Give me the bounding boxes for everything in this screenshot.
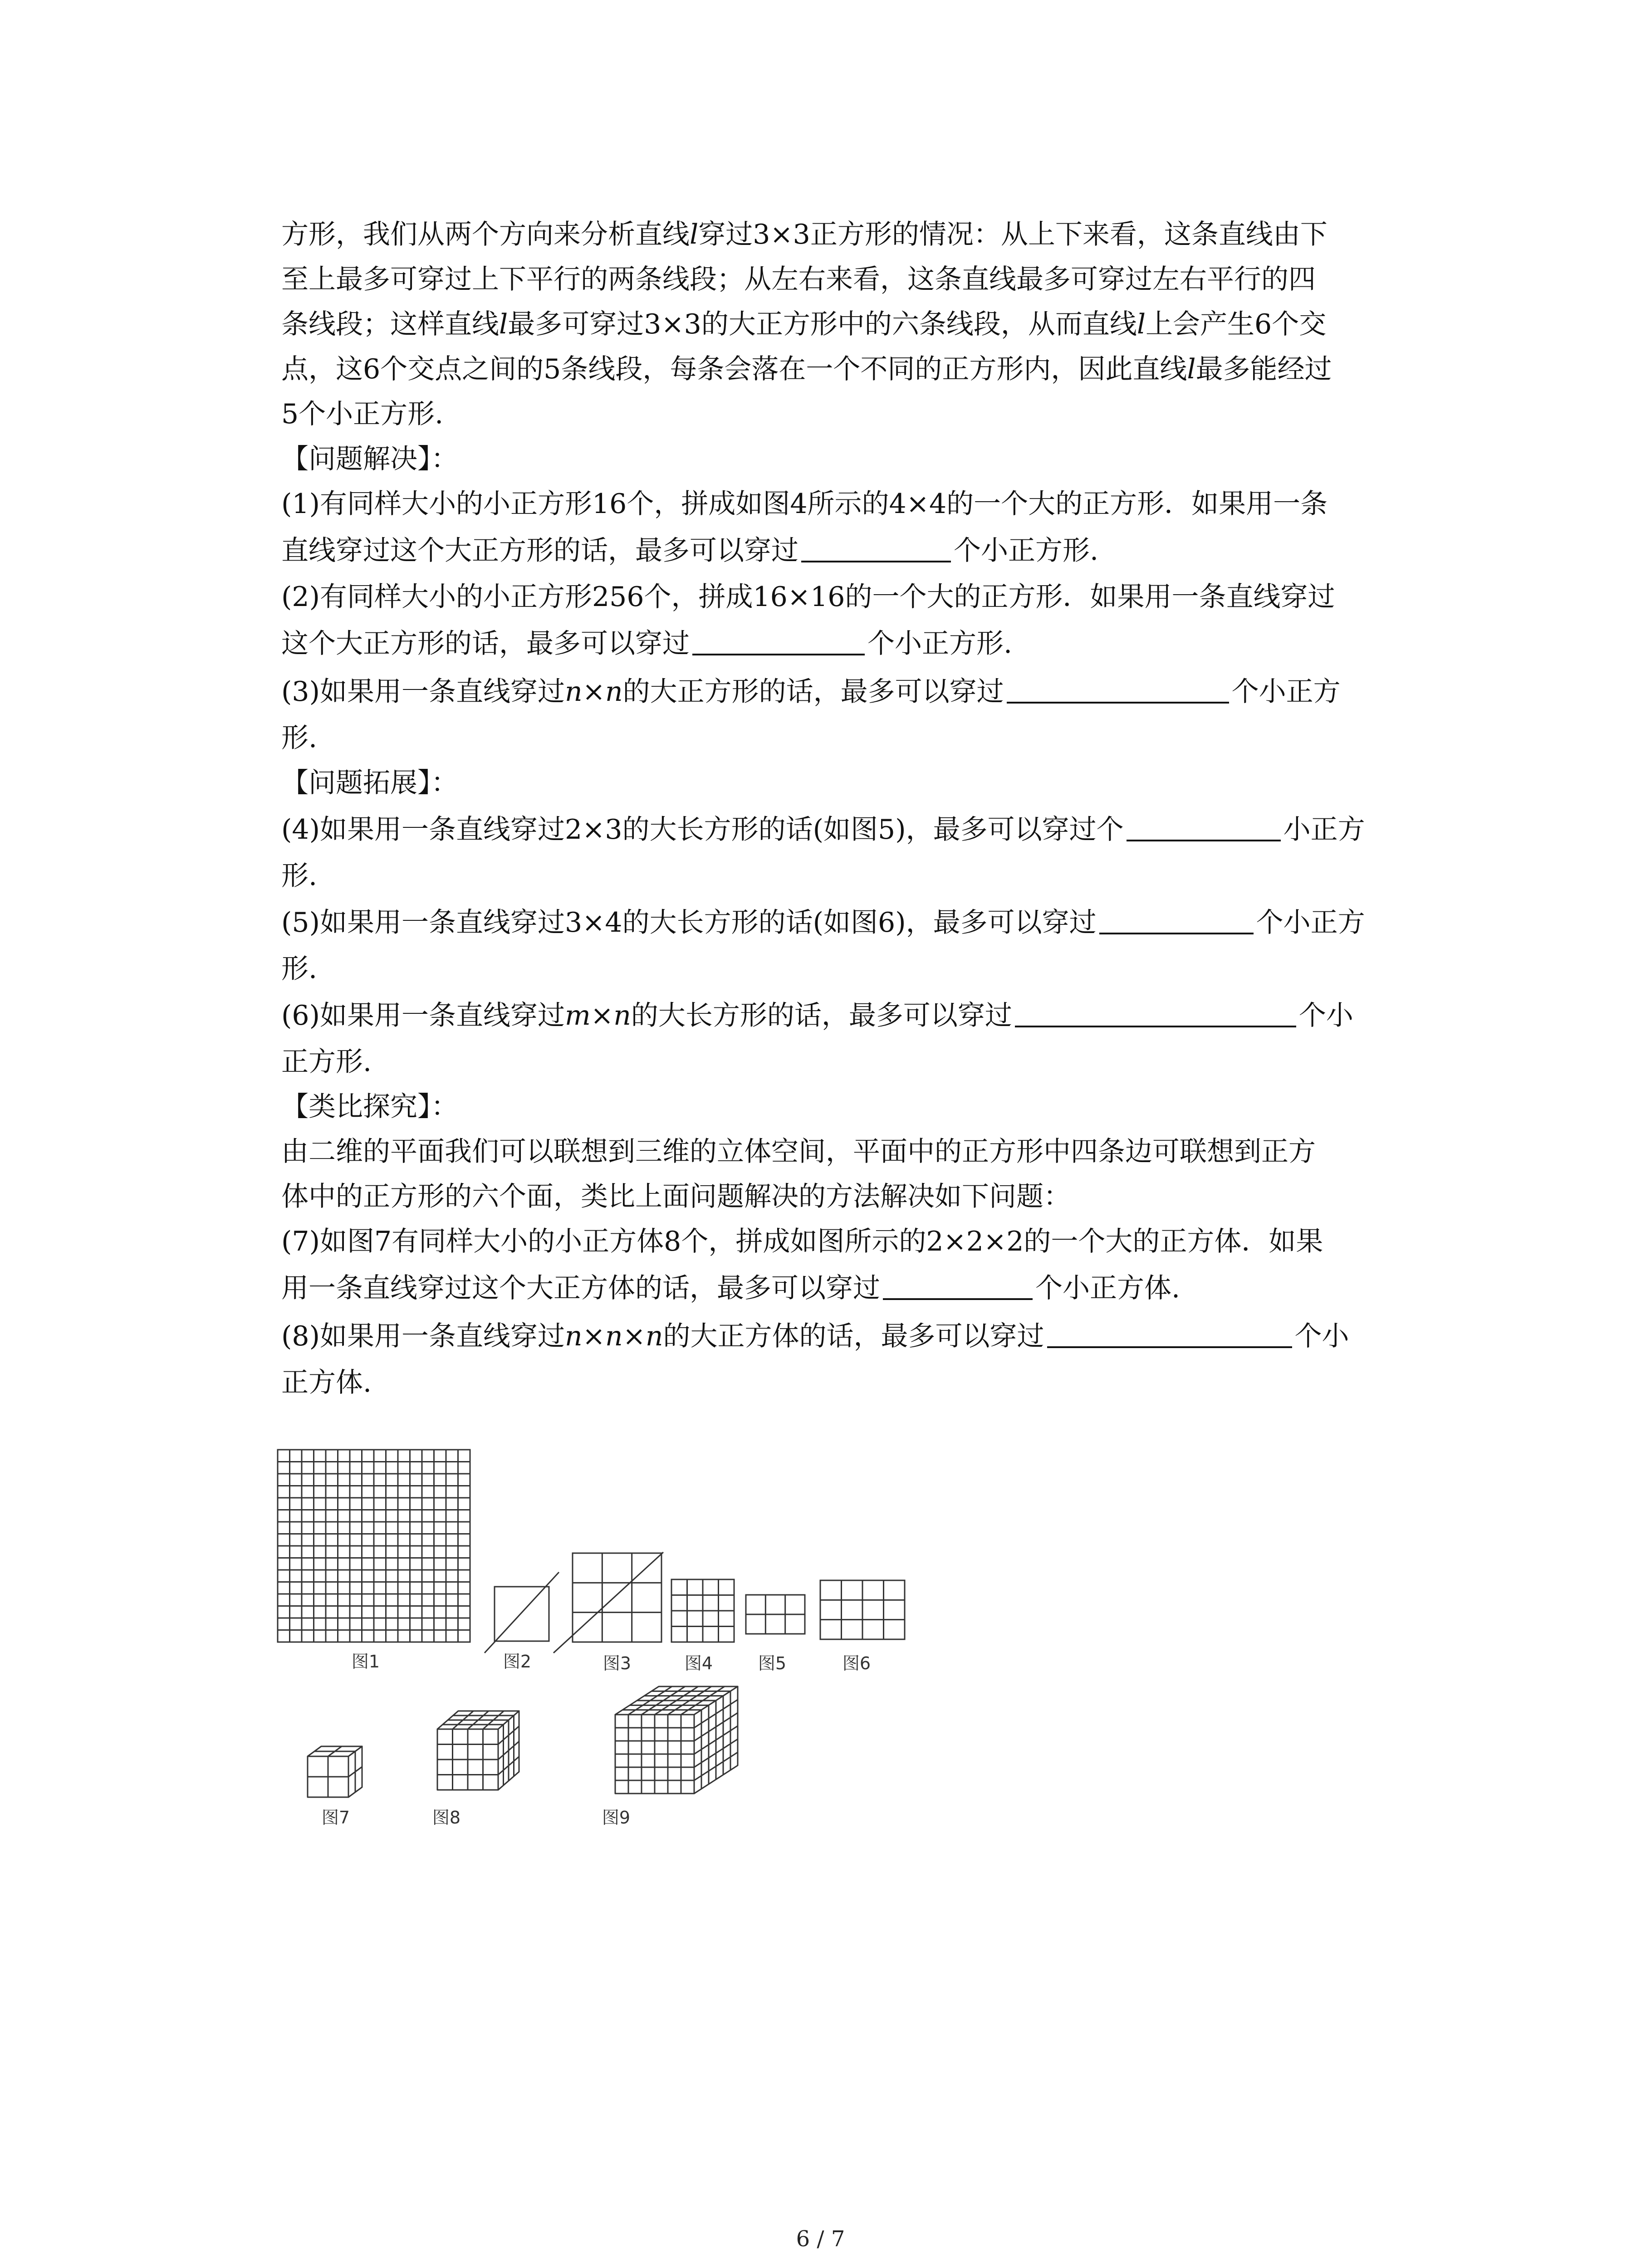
text-run: 个小 (1298, 1000, 1353, 1031)
figure-5-caption: 图5 (758, 1653, 787, 1673)
math-variable: n (565, 676, 583, 708)
text-run: × (582, 676, 605, 708)
figure-6-grid (820, 1580, 905, 1639)
text-run: (2)有同样大小的小正方形256个，拼成16×16的一个大的正方形．如果用一条直线穿过 (281, 581, 1335, 613)
text-run: 体中的正方形的六个面，类比上面问题解决的方法解决如下问题： (281, 1181, 1071, 1212)
figure-7-caption: 图7 (321, 1808, 350, 1828)
text-run: 点，这6个交点之间的5条线段，每条会落在一个不同的正方形内，因此直线 (281, 353, 1187, 385)
text-run: 条线段；这样直线 (281, 308, 499, 340)
text-run: 个小 (1294, 1320, 1349, 1352)
figure-9-caption: 图9 (602, 1808, 631, 1828)
text-run: 直线穿过这个大正方形的话，最多可以穿过 (281, 535, 798, 567)
figure-8-caption: 图8 (432, 1808, 461, 1828)
figure-4-caption: 图4 (684, 1653, 713, 1673)
text-run: 的大长方形的话，最多可以穿过 (631, 1000, 1012, 1031)
text-run: 上会产生6个交 (1146, 308, 1327, 340)
text-run: (1)有同样大小的小正方形16个，拼成如图4所示的4×4的一个大的正方形．如果用一条 (281, 488, 1328, 520)
text-run: (4)如果用一条直线穿过2×3的大长方形的话(如图5)，最多可以穿过个 (281, 814, 1124, 846)
math-variable: l (499, 308, 508, 340)
figure-6-caption: 图6 (842, 1653, 871, 1673)
text-run: 正方体. (281, 1367, 372, 1398)
math-variable: l (690, 219, 699, 250)
text-run: (3)如果用一条直线穿过 (281, 676, 565, 708)
text-run: × (622, 1320, 646, 1352)
figure-8-cube (437, 1711, 519, 1790)
math-variable: l (1136, 308, 1146, 340)
text-run: 形. (281, 860, 318, 892)
text-run: 这个大正方形的话，最多可以穿过 (281, 628, 690, 660)
text-run: 个小正方 (1231, 676, 1341, 708)
text-run: (7)如图7有同样大小的小正方体8个，拼成如图所示的2×2×2的一个大的正方体．如果 (281, 1226, 1323, 1257)
text-run: 最多能经过 (1195, 353, 1332, 385)
text-run: 由二维的平面我们可以联想到三维的立体空间，平面中的正方形中四条边可联想到正方 (281, 1136, 1316, 1168)
text-run: 正方形. (281, 1046, 372, 1078)
text-run: 方形，我们从两个方向来分析直线 (281, 219, 690, 250)
text-run: 形. (281, 722, 318, 754)
text-run: 用一条直线穿过这个大正方体的话，最多可以穿过 (281, 1272, 880, 1304)
text-run: 的大正方体的话，最多可以穿过 (663, 1320, 1044, 1352)
math-variable: m (565, 1000, 591, 1031)
figure-9-cube (615, 1686, 738, 1794)
text-run: 个小正方形. (867, 628, 1013, 660)
text-run: 最多可穿过3×3的大正方形中的六条线段，从而直线 (508, 308, 1137, 340)
text-run: 【类比探究】： (281, 1091, 458, 1123)
text-run: 形. (281, 953, 318, 985)
math-variable: n (605, 1320, 623, 1352)
text-run: 个小正方体. (1035, 1272, 1181, 1304)
figure-3-diagonal-line (554, 1552, 663, 1653)
figure-2-caption: 图2 (503, 1652, 532, 1672)
figure-7-cube (308, 1746, 362, 1797)
text-run: (5)如果用一条直线穿过3×4的大长方形的话(如图6)，最多可以穿过 (281, 907, 1097, 938)
math-variable: n (605, 676, 623, 708)
text-run: 个小正方 (1256, 907, 1365, 938)
text-run: 5个小正方形. (281, 398, 444, 430)
page-number: 6 / 7 (796, 2226, 845, 2252)
figure-3-caption: 图3 (603, 1653, 632, 1673)
text-run: (6)如果用一条直线穿过 (281, 1000, 565, 1031)
math-variable: n (565, 1320, 583, 1352)
text-run: 小正方 (1283, 814, 1365, 846)
figure-5-grid (746, 1595, 805, 1634)
text-run: (8)如果用一条直线穿过 (281, 1320, 565, 1352)
figure-1-caption: 图1 (351, 1652, 380, 1672)
text-run: 穿过3×3正方形的情况：从上下来看，这条直线由下 (698, 219, 1327, 250)
text-run: × (582, 1320, 605, 1352)
text-run: 【问题解决】： (281, 443, 458, 475)
text-run: 的大正方形的话，最多可以穿过 (622, 676, 1004, 708)
figure-1-grid (278, 1450, 470, 1642)
text-run: 至上最多可穿过上下平行的两条线段；从左右来看，这条直线最多可穿过左右平行的四 (281, 264, 1316, 295)
text-run: × (590, 1000, 614, 1031)
text-run: 个小正方形. (954, 535, 1099, 567)
math-variable: n (613, 1000, 631, 1031)
math-variable: n (645, 1320, 663, 1352)
figure-4-grid (671, 1579, 734, 1642)
text-run: 【问题拓展】： (281, 767, 458, 799)
math-variable: l (1187, 353, 1196, 385)
